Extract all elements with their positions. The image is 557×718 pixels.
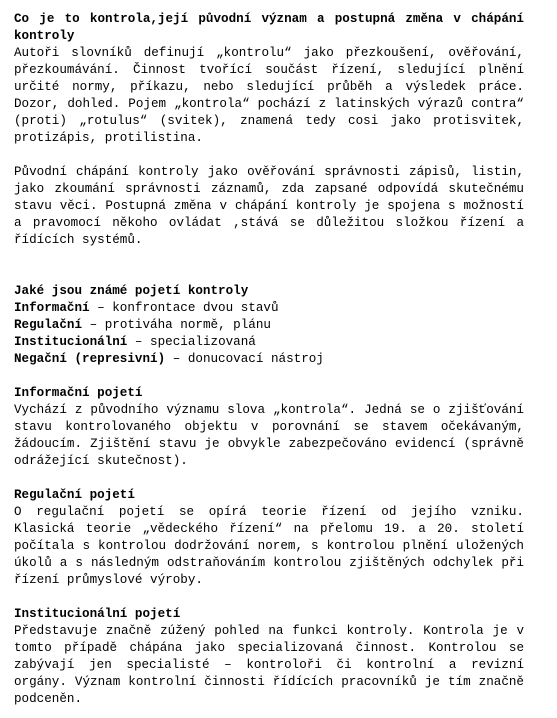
paragraph-institutional: Představuje značně zúžený pohled na funkci kontroly. Kontrola je v tomto případě chápána jako specializovaná činnost. Kontrolou se zabývají jen specialisté – kontroloři či kontrolní a revizní orgány. Význam kontrolní činnosti řídících pracovníků je tím značně podceněn. <box>14 624 524 706</box>
list-item-term: Regulační <box>14 318 83 332</box>
paragraph-regulatory: O regulační pojetí se opírá teorie řízení od jejího vzniku. Klasická teorie „vědeckého řízení“ na přelomu 19. a 20. století počítala s kontrolou dodržování norem, s kontrolou plnění uložených úkolů a s následným odstraňováním kontrolou zjištěných odchylek při řízení průmyslové výroby. <box>14 505 524 587</box>
paragraph-definition: Autoři slovníků definují „kontrolu“ jako přezkoušení, ověřování, přezkoumávání. Činnost tvořící součást řízení, sledující plnění určité normy, příkazu, nebo sledující průběh a výsledek práce. Dozor, dohled. Pojem „kontrola“ pochází z latinských výrazů contra“ (proti) „rotulus“ (svitek), znamená tedy cosi jako protisvitek, protizápis, protilistina. <box>14 46 524 145</box>
list-item-desc: – donucovací nástroj <box>165 352 324 366</box>
document <box>14 11 524 708</box>
list-item-desc: – protiváha normě, plánu <box>82 318 271 332</box>
list-item-term: Informační <box>14 301 90 315</box>
paragraph-informational: Vychází z původního významu slova „kontrola“. Jedná se o zjišťování stavu kontrolovaného objektu v porovnání se stavem očekávaným, žádoucím. Zjištění stavu je obvykle zabezpečováno evidencí (správně odrážející skutečnost). <box>14 403 524 468</box>
list-item <box>14 317 524 334</box>
list-item-desc: – konfrontace dvou stavů <box>89 301 279 315</box>
list-item-term: Institucionální <box>14 335 128 349</box>
heading-regulatory: Regulační pojetí <box>14 488 135 502</box>
list-item-term: Negační (represivní) <box>14 352 166 366</box>
list-item-desc: – specializovaná <box>127 335 256 349</box>
section-title: Co je to kontrola,její původní význam a postupná změna v chápání kontroly <box>14 12 524 43</box>
list-item <box>14 300 524 317</box>
heading-known-concepts: Jaké jsou známé pojetí kontroly <box>14 284 249 298</box>
list-item <box>14 351 524 368</box>
heading-informational: Informační pojetí <box>14 386 143 400</box>
heading-institutional: Institucionální pojetí <box>14 607 181 621</box>
list-item <box>14 334 524 351</box>
paragraph-original-meaning: Původní chápání kontroly jako ověřování správnosti zápisů, listin, jako zkoumání správnosti záznamů, zda zapsané odpovídá skutečnému stavu věci. Postupná změna v chápání kontroly je spojena s možností a pravomocí někoho ovládat ,stává se důležitou složkou řízení a řídících systémů. <box>14 165 524 247</box>
